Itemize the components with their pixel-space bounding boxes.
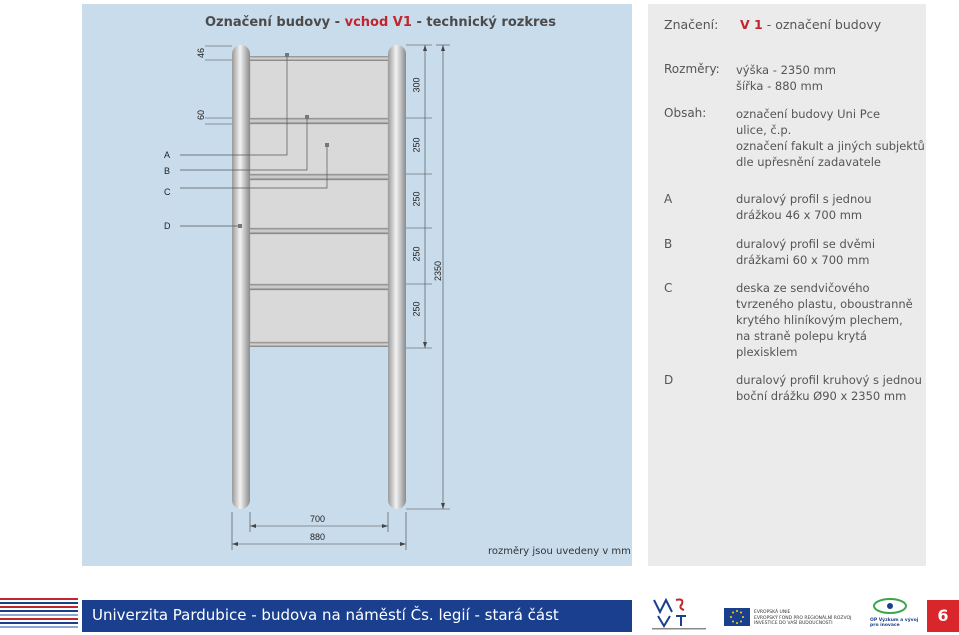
dim-300: 300 bbox=[411, 77, 422, 93]
dim-250-c: 250 bbox=[411, 246, 422, 262]
page-number: 6 bbox=[927, 600, 959, 632]
profile-4 bbox=[248, 228, 390, 234]
panel-1 bbox=[250, 60, 388, 118]
panel-3 bbox=[250, 180, 388, 228]
dimensions-values: výška - 2350 mm šířka - 880 mm bbox=[736, 63, 836, 93]
item-d-letter: D bbox=[664, 373, 674, 387]
dim-250-b: 250 bbox=[411, 191, 422, 207]
eu-text: EVROPSKÁ UNIE EVROPSKÝ FOND PRO REGIONÁLNÍ ROZVOJ INVESTICE DO VAŠÍ BUDOUCNOSTI bbox=[754, 610, 852, 626]
footer-stripes bbox=[0, 598, 78, 632]
dimensions-label: Rozměry: bbox=[664, 62, 720, 76]
panel-2 bbox=[250, 124, 388, 174]
letter-d: D bbox=[164, 221, 171, 231]
profile-top bbox=[248, 56, 390, 61]
item-a-desc: duralový profil s jednou drážkou 46 x 700 mm bbox=[736, 192, 872, 222]
content-values: označení budovy Uni Pce ulice, č.p. označení fakult a jiných subjektů dle upřesnění zadavatele bbox=[736, 107, 925, 169]
item-a-letter: A bbox=[664, 192, 673, 206]
letter-a: A bbox=[164, 150, 171, 160]
dim-250-a: 250 bbox=[411, 137, 422, 153]
eu-flag-icon bbox=[724, 608, 750, 626]
dims-right bbox=[406, 45, 450, 509]
marking-value: V 1 - označení budovy bbox=[740, 17, 882, 32]
item-c-desc: deska ze sendvičového tvrzeného plastu, oboustranně krytého hliníkovým plechem, na straně polepu krytá plexisklem bbox=[736, 281, 913, 359]
letter-b: B bbox=[164, 166, 171, 176]
item-b-desc: duralový profil se dvěmi drážkami 60 x 700 mm bbox=[736, 237, 876, 267]
pole-right bbox=[388, 45, 406, 509]
profile-bottom bbox=[248, 342, 390, 347]
item-b-letter: B bbox=[664, 237, 673, 251]
drawing-title: Označení budovy - vchod V1 - technický rozkres bbox=[205, 15, 556, 30]
dims-left bbox=[205, 46, 232, 124]
dim-700: 700 bbox=[310, 514, 326, 524]
pole-left bbox=[232, 45, 250, 509]
msmt-logo-icon bbox=[650, 596, 708, 632]
dim-60: 60 bbox=[196, 109, 207, 121]
letter-c: C bbox=[164, 187, 171, 197]
units-note: rozměry jsou uvedeny v mm bbox=[488, 546, 631, 557]
panel-4 bbox=[250, 234, 388, 284]
dim-250-d: 250 bbox=[411, 301, 422, 317]
item-c-letter: C bbox=[664, 281, 673, 295]
profile-5 bbox=[248, 284, 390, 290]
dim-46: 46 bbox=[196, 47, 207, 59]
panel-5 bbox=[250, 290, 388, 342]
content-label: Obsah: bbox=[664, 106, 707, 120]
profile-2 bbox=[248, 118, 390, 124]
profile-3 bbox=[248, 174, 390, 180]
footer-title: Univerzita Pardubice - budova na náměstí Čs. legií - stará část bbox=[92, 606, 559, 624]
op-text: OP Výzkum a vývoj pro inovace bbox=[870, 618, 919, 628]
marking-label: Značení: bbox=[664, 17, 719, 32]
panels bbox=[250, 60, 388, 342]
item-d-desc: duralový profil kruhový s jednou boční drážku Ø90 x 2350 mm bbox=[736, 373, 922, 403]
dim-880: 880 bbox=[310, 532, 326, 542]
dim-2350: 2350 bbox=[433, 260, 444, 282]
